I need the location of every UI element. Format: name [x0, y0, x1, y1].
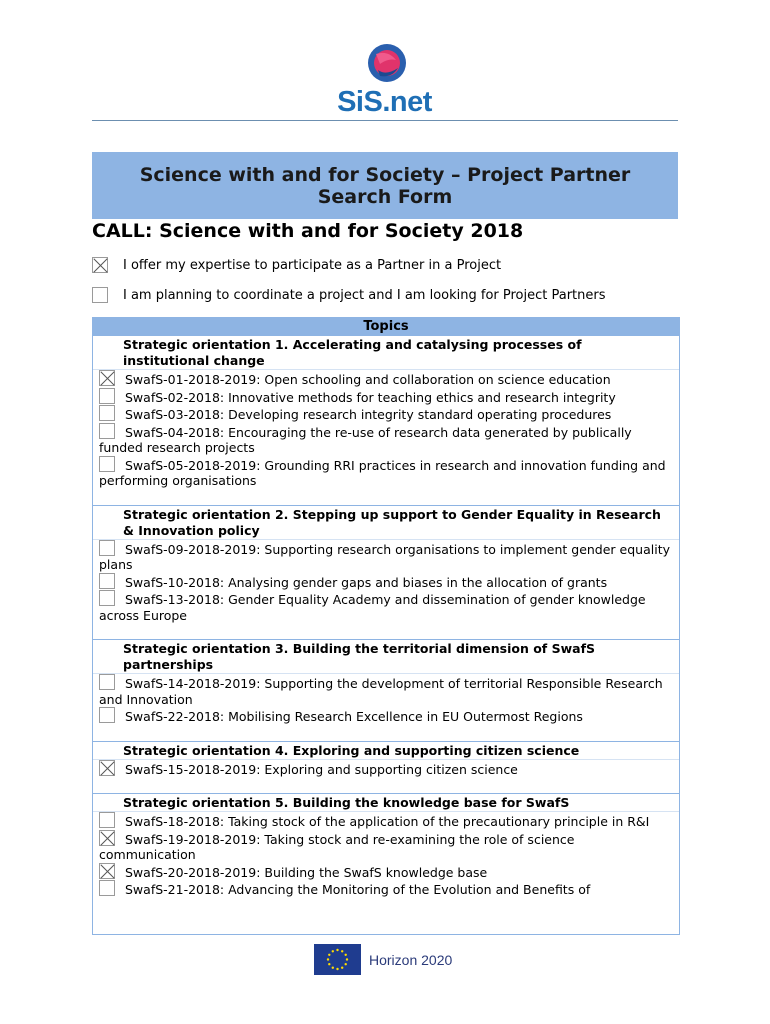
- section-title: Strategic orientation 3. Building the territorial dimension of SwafS partnerships: [123, 641, 596, 672]
- topic-label: SwafS-22-2018: Mobilising Research Excellence in EU Outermost Regions: [125, 709, 583, 724]
- topic-label: SwafS-14-2018-2019: Supporting the development of territorial Responsible Research and Innovation: [99, 676, 663, 707]
- topic-label: SwafS-15-2018-2019: Exploring and supporting citizen science: [125, 761, 518, 777]
- section-spacer: [93, 777, 679, 793]
- topic-item[interactable]: [93, 573, 679, 591]
- eu-flag-icon: [314, 944, 361, 975]
- topic-checkbox[interactable]: [99, 590, 115, 606]
- topic-checkbox[interactable]: [99, 405, 115, 421]
- topic-checkbox[interactable]: [99, 880, 115, 896]
- topic-item[interactable]: [93, 423, 679, 456]
- section-title: Strategic orientation 5. Building the knowledge base for SwafS: [123, 795, 570, 810]
- form-title: Science with and for Society – Project Partner Search Form: [139, 163, 631, 208]
- topic-item[interactable]: [93, 863, 679, 881]
- section-spacer: [93, 489, 679, 505]
- topic-item[interactable]: [93, 539, 679, 573]
- strategic-orientation-section: [93, 505, 679, 640]
- section-title: Strategic orientation 1. Accelerating and catalysing processes of institutional change: [123, 337, 582, 368]
- topic-item[interactable]: [93, 811, 679, 830]
- topic-checkbox[interactable]: [99, 370, 115, 386]
- topic-checkbox[interactable]: [99, 456, 115, 472]
- strategic-orientation-section: [93, 793, 679, 898]
- horizon-2020-label: Horizon 2020: [369, 951, 453, 968]
- topic-checkbox[interactable]: [99, 707, 115, 723]
- option-coordinate-project[interactable]: [92, 287, 606, 303]
- section-title: Strategic orientation 4. Exploring and supporting citizen science: [123, 742, 580, 758]
- option-label: I offer my expertise to participate as a Partner in a Project: [123, 257, 502, 273]
- strategic-orientation-section: [93, 741, 679, 794]
- topic-checkbox[interactable]: [99, 423, 115, 439]
- topic-checkbox[interactable]: [99, 863, 115, 879]
- logo-text: SiS.net: [337, 86, 432, 118]
- topic-checkbox[interactable]: [99, 760, 115, 776]
- topic-item[interactable]: [93, 405, 679, 423]
- form-title-box: [92, 152, 678, 219]
- topic-item[interactable]: [93, 759, 679, 778]
- topic-label: SwafS-21-2018: Advancing the Monitoring of the Evolution and Benefits of: [125, 882, 591, 897]
- topic-label: SwafS-03-2018: Developing research integrity standard operating procedures: [125, 407, 612, 422]
- topic-label: SwafS-19-2018-2019: Taking stock and re-examining the role of science communication: [99, 831, 575, 862]
- section-spacer: [93, 725, 679, 741]
- topic-checkbox[interactable]: [99, 812, 115, 828]
- topic-item[interactable]: [93, 880, 679, 898]
- sisnet-emblem-icon: [322, 40, 447, 88]
- topic-label: SwafS-04-2018: Encouraging the re-use of research data generated by publically funded research projects: [99, 424, 632, 455]
- topics-header: Topics: [93, 318, 679, 336]
- topic-item[interactable]: [93, 456, 679, 489]
- section-title: Strategic orientation 2. Stepping up support to Gender Equality in Research & Innovation policy: [123, 506, 661, 538]
- sisnet-logo: [322, 40, 447, 120]
- topic-label: SwafS-10-2018: Analysing gender gaps and biases in the allocation of grants: [125, 574, 608, 590]
- call-heading: CALL: Science with and for Society 2018: [92, 220, 524, 242]
- topic-checkbox[interactable]: [99, 388, 115, 404]
- topic-item[interactable]: [93, 673, 679, 707]
- section-spacer: [93, 623, 679, 639]
- topic-label: SwafS-05-2018-2019: Grounding RRI practices in research and innovation funding and performing organisations: [99, 457, 666, 488]
- topic-checkbox[interactable]: [99, 674, 115, 690]
- topic-item[interactable]: [93, 388, 679, 406]
- strategic-orientation-section: [93, 639, 679, 741]
- option-offer-expertise[interactable]: [92, 257, 501, 273]
- checkbox-offer-expertise[interactable]: [92, 257, 108, 273]
- topic-label: SwafS-18-2018: Taking stock of the application of the precautionary principle in R&I: [125, 814, 650, 829]
- topic-label: SwafS-13-2018: Gender Equality Academy and dissemination of gender knowledge across Europe: [99, 592, 646, 623]
- topic-item[interactable]: [93, 590, 679, 623]
- topic-label: SwafS-20-2018-2019: Building the SwafS knowledge base: [125, 864, 488, 880]
- topic-item[interactable]: [93, 830, 679, 863]
- topic-label: SwafS-01-2018-2019: Open schooling and collaboration on science education: [125, 372, 611, 387]
- topic-item[interactable]: [93, 369, 679, 388]
- topic-checkbox[interactable]: [99, 830, 115, 846]
- topic-label: SwafS-09-2018-2019: Supporting research organisations to implement gender equality plans: [99, 541, 670, 572]
- checkbox-coordinate-project[interactable]: [92, 287, 108, 303]
- strategic-orientation-section: [93, 336, 679, 505]
- option-label: I am planning to coordinate a project and I am looking for Project Partners: [123, 287, 606, 303]
- header-divider: [92, 120, 678, 121]
- topic-label: SwafS-02-2018: Innovative methods for teaching ethics and research integrity: [125, 389, 616, 405]
- topics-table: [92, 317, 680, 935]
- footer-horizon2020: [314, 944, 452, 975]
- topic-checkbox[interactable]: [99, 573, 115, 589]
- topics-sections: [93, 336, 679, 898]
- topic-checkbox[interactable]: [99, 540, 115, 556]
- topic-item[interactable]: [93, 707, 679, 725]
